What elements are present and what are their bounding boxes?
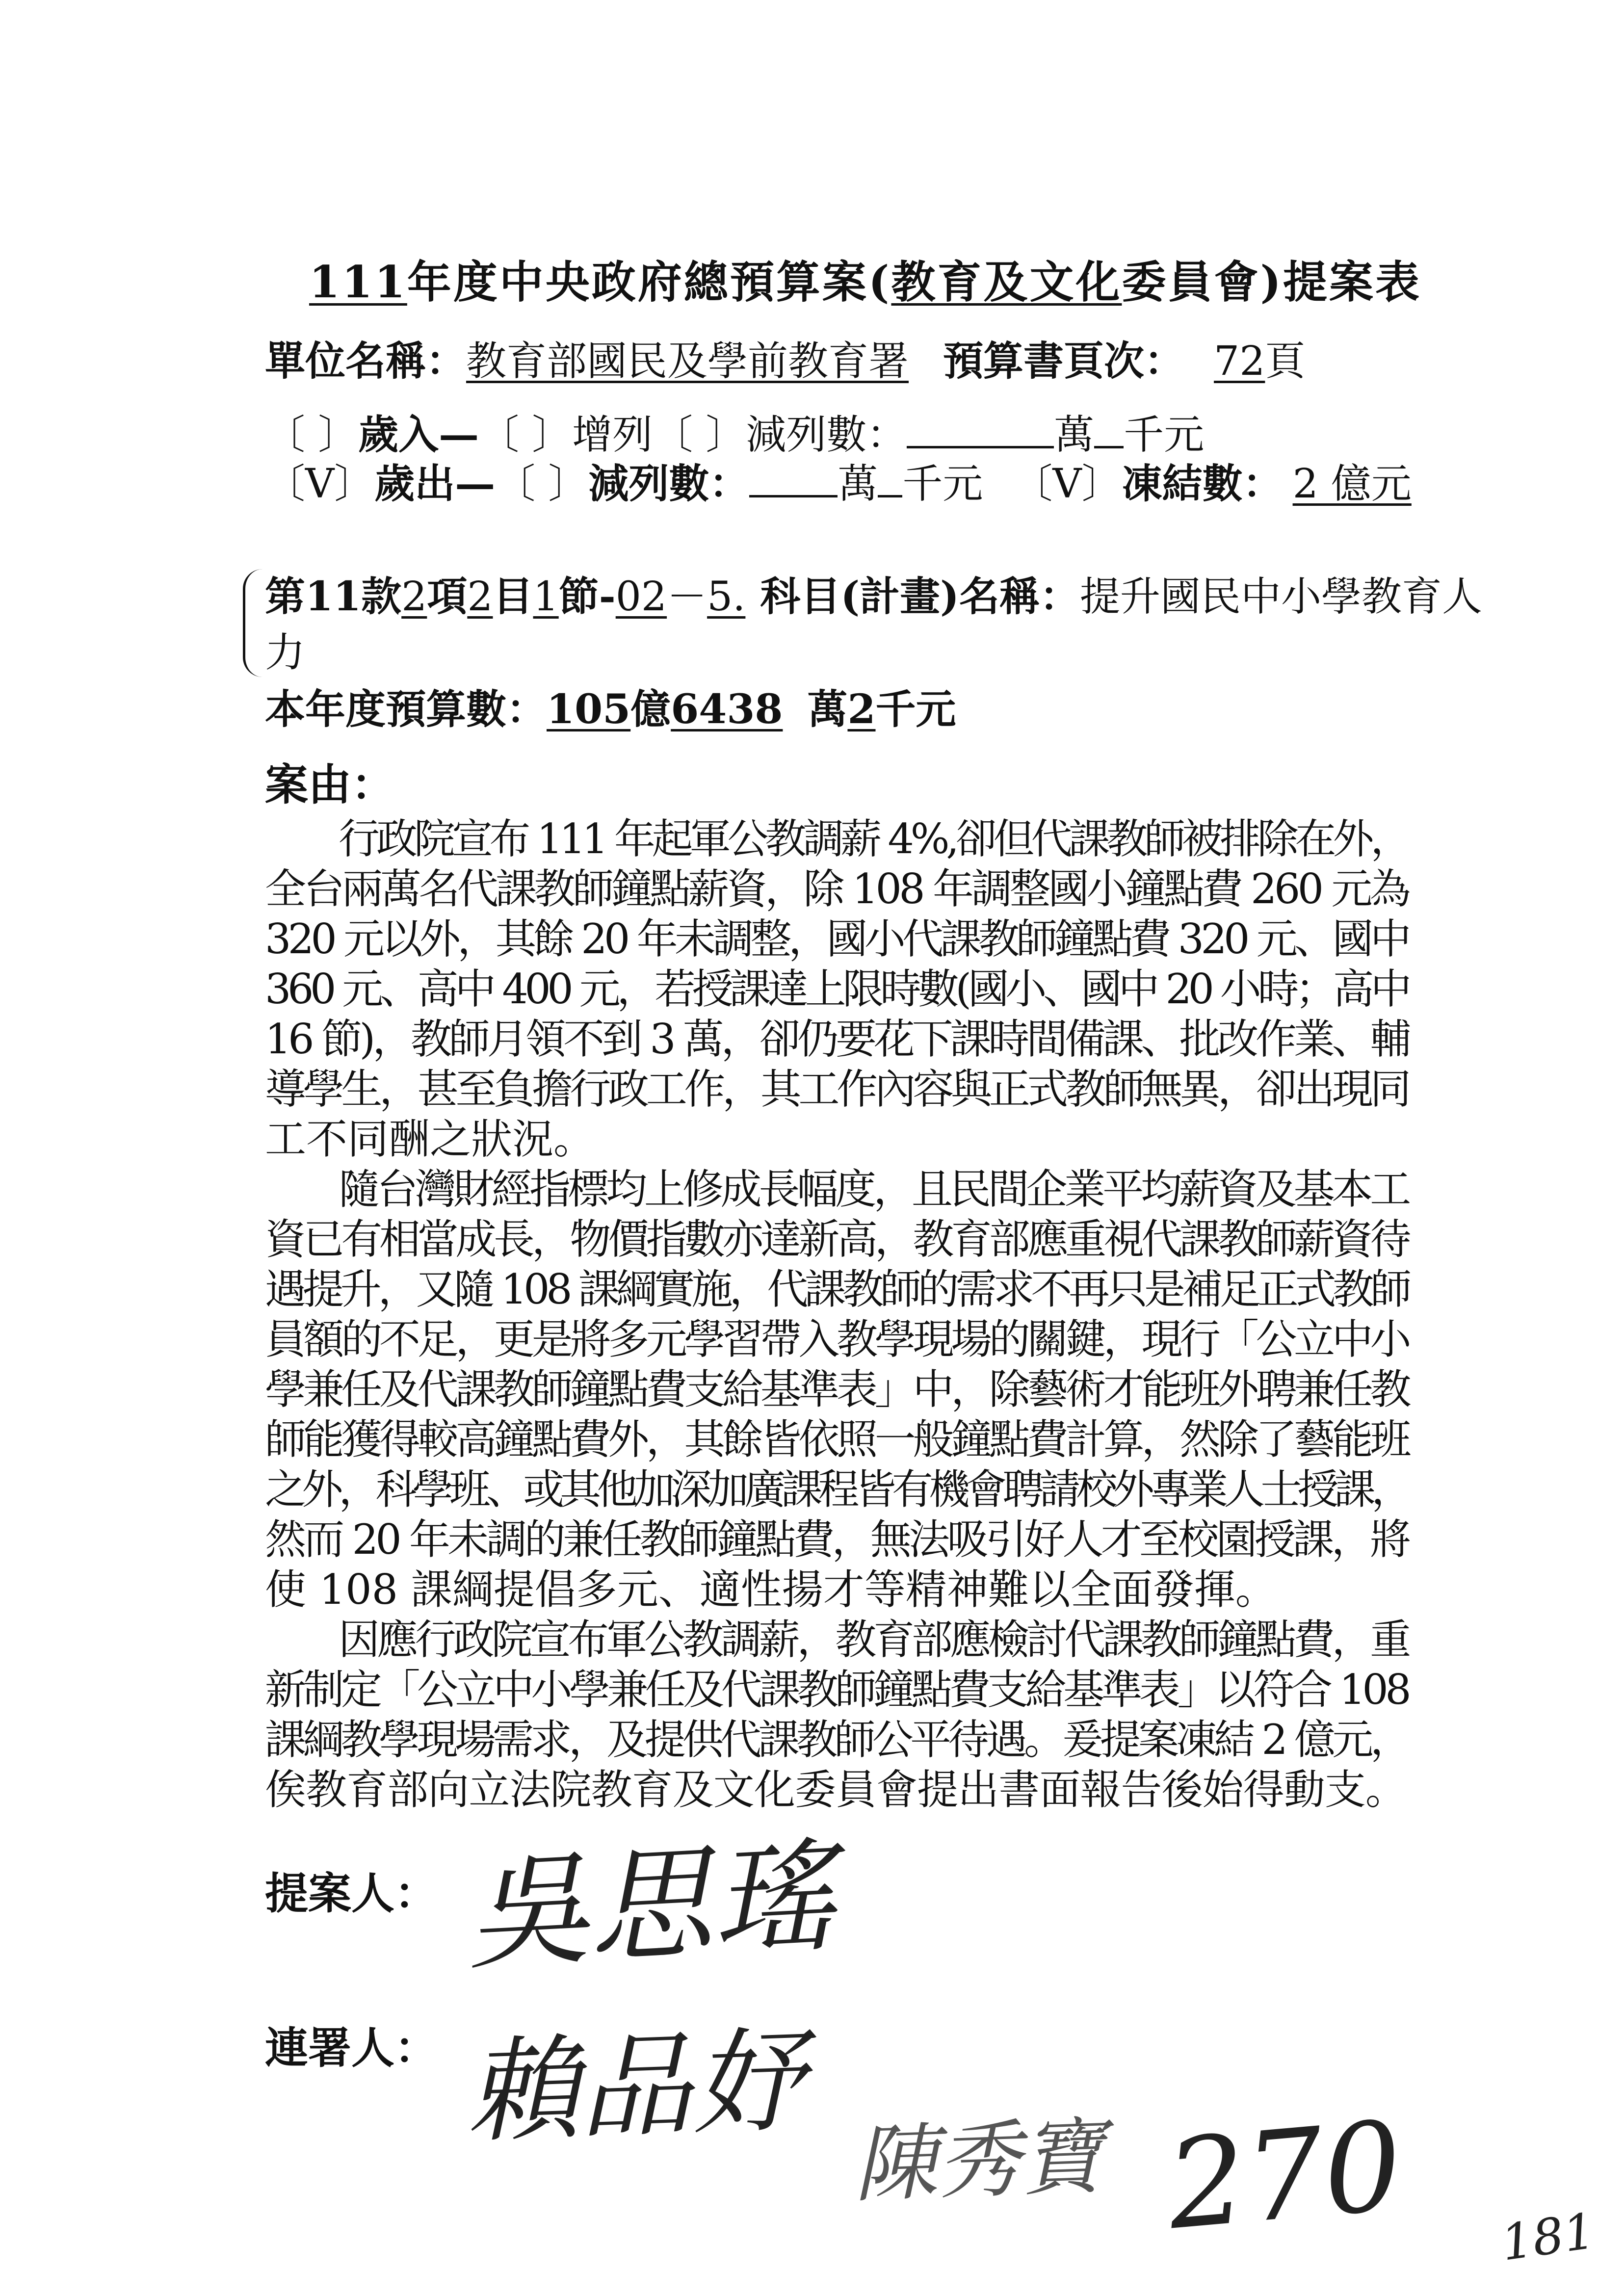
title-pre: 年度中央政府總預算案(: [407, 256, 891, 308]
income-checkbox: 〔 〕: [265, 411, 359, 458]
item-jie: 1: [533, 574, 559, 620]
page-ref-value: 72: [1214, 338, 1265, 385]
freeze-checkbox: 〔V〕: [1012, 460, 1122, 507]
expense-reduce-checkbox: 〔 〕: [495, 460, 589, 507]
item-xiang-label: 項: [427, 573, 468, 620]
freeze-value: 2 億元: [1292, 460, 1412, 507]
item-kuan: 11: [305, 573, 362, 620]
page-ref-suffix: 頁: [1265, 338, 1306, 385]
freeze-label: 凍結數：: [1122, 460, 1283, 507]
body-line: 行政院宣布 111 年起軍公教調薪 4%,卻但代課教師被排除在外，: [339, 815, 1408, 863]
page-number: 181: [1497, 2202, 1599, 2272]
budget-yi: 105: [547, 686, 631, 733]
reduce-label: 減列數：: [746, 411, 907, 458]
body-line: 隨台灣財經指標均上修成長幅度，且民間企業平均薪資及基本工: [339, 1165, 1408, 1213]
income-label: 歲入—: [358, 411, 479, 458]
body-line: 之外，科學班、或其他加深加廣課程皆有機會聘請校外專業人士授課，: [265, 1465, 1408, 1513]
item-di: 第: [265, 573, 306, 620]
cosigner-signature-1: 賴品妤: [464, 2016, 807, 2159]
body-line: 工不同酬之狀況。: [265, 1115, 595, 1163]
body-line: 320 元以外，其餘 20 年未調整，國小代課教師鐘點費 320 元、國中: [265, 915, 1408, 963]
body-line: 360 元、高中 400 元，若授課達上限時數(國小、國中 20 小時；高中: [265, 965, 1408, 1013]
body-line: 因應行政院宣布軍公教調薪，教育部應檢討代課教師鐘點費，重: [339, 1616, 1408, 1664]
item-name-value-cont: 力: [265, 629, 306, 676]
expense-wan-blank: [749, 459, 838, 497]
unit-line: [265, 338, 1306, 385]
budget-line: [265, 686, 956, 733]
expense-qian-blank: [878, 459, 902, 497]
body-line: 學兼任及代課教師鐘點費支給基準表」中，除藝術才能班外聘兼任教: [265, 1365, 1408, 1413]
body-line: 課綱教學現場需求，及提供代課教師公平待遇。爰提案凍結 2 億元，: [265, 1716, 1408, 1764]
budget-qian-unit: 千元: [875, 686, 956, 733]
page-ref-label: 預算書頁次：: [943, 338, 1185, 385]
item-code2: 5.: [707, 574, 746, 620]
expense-reduce-label: 減列數：: [588, 460, 750, 507]
item-jie-label: 節-: [558, 573, 616, 620]
budget-yi-unit: 億: [630, 686, 671, 733]
title-post: 委員會)提案表: [1122, 256, 1422, 308]
body-line: 員額的不足，更是將多元學習帶入教學現場的關鍵，現行「公立中小: [265, 1315, 1408, 1363]
budget-label: 本年度預算數：: [265, 686, 547, 733]
proposer-signature: 吳思瑤: [462, 1825, 838, 1987]
increase-label: 增列: [572, 411, 653, 458]
cosigner-signature-2: 陳秀寶: [852, 2108, 1106, 2214]
expense-line: [265, 459, 1431, 507]
proposer-label: 提案人：: [265, 1868, 438, 1919]
handwritten-number: 270: [1162, 2094, 1408, 2257]
wan-unit: 萬: [1054, 411, 1095, 458]
expense-qian-unit: 千元: [902, 460, 983, 507]
qian-blank: [1094, 410, 1124, 448]
reduce-checkbox: 〔 〕: [653, 411, 746, 458]
body-line: 師能獲得較高鐘點費外，其餘皆依照一般鐘點費計算，然除了藝能班: [265, 1415, 1408, 1463]
body-line: 全台兩萬名代課教師鐘點薪資，除 108 年調整國小鐘點費 260 元為: [265, 865, 1408, 913]
title-committee: 教育及文化: [891, 256, 1122, 308]
increase-checkbox: 〔 〕: [479, 411, 573, 458]
unit-label: 單位名稱：: [265, 338, 467, 385]
expense-label: 歲出—: [374, 460, 496, 507]
body-line: 俟教育部向立法院教育及文化委員會提出書面報告後始得動支。: [265, 1766, 1407, 1814]
item-xiang: 2: [401, 574, 427, 620]
item-code1: 02: [615, 574, 667, 620]
body-line: 使 108 課綱提倡多元、適性揚才等精神難以全面發揮。: [265, 1565, 1277, 1614]
qian-unit: 千元: [1124, 411, 1205, 458]
body-line: 遇提升，又隨 108 課綱實施，代課教師的需求不再只是補足正式教師: [265, 1265, 1408, 1313]
item-bracket: [243, 569, 265, 677]
item-name-value: 提升國民中小學教育人: [1079, 574, 1482, 620]
item-kuan-label: 款: [361, 573, 402, 620]
wan-blank: [907, 410, 1054, 448]
budget-qian: 2: [847, 686, 876, 733]
expense-wan-unit: 萬: [838, 460, 878, 507]
item-line: [265, 573, 1482, 620]
body-line: 導學生，甚至負擔行政工作，其工作內容與正式教師無異，卻出現同: [265, 1065, 1408, 1113]
cosigner-label: 連署人：: [265, 2022, 438, 2073]
item-name-label: 科目(計畫)名稱：: [760, 573, 1080, 620]
budget-wan: 6438: [671, 686, 783, 733]
income-line: [265, 410, 1205, 458]
body-line: 16 節)，教師月領不到 3 萬，卻仍要花下課時間備課、批改作業、輔: [265, 1015, 1408, 1063]
body-line: 新制定「公立中小學兼任及代課教師鐘點費支給基準表」以符合 108: [265, 1666, 1408, 1714]
budget-wan-unit: 萬: [807, 686, 848, 733]
unit-value: 教育部國民及學前教育署: [466, 338, 909, 385]
item-dash: －: [667, 574, 707, 620]
body-line: 資已有相當成長，物價指數亦達新高，教育部應重視代課教師薪資待: [265, 1215, 1408, 1263]
body-line: 然而 20 年未調的兼任教師鐘點費，無法吸引好人才至校園授課，將: [265, 1515, 1408, 1564]
title-year: 111: [309, 256, 407, 308]
reason-heading: 案由：: [265, 759, 395, 810]
expense-checkbox: 〔V〕: [265, 460, 375, 507]
document-title: [309, 256, 1422, 308]
item-mu-label: 目: [493, 573, 533, 620]
item-mu: 2: [467, 574, 493, 620]
